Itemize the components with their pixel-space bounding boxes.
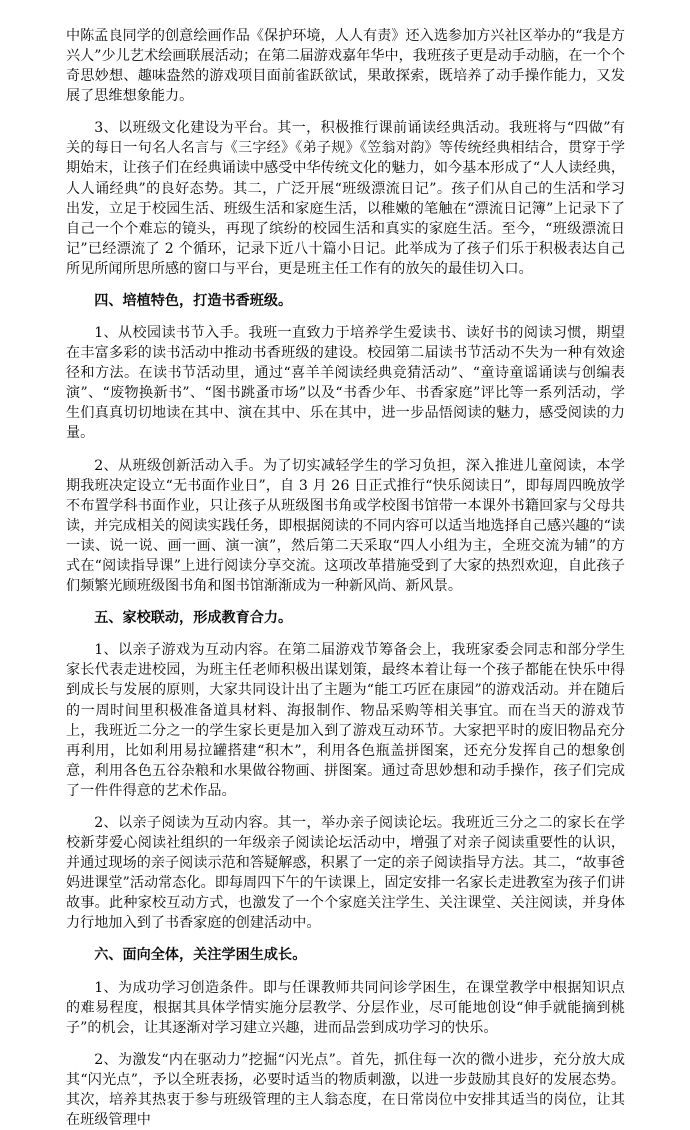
paragraph-item-3: 3、以班级文化建设为平台。其一，积极推行课前诵读经典活动。我班将与“四做”有关的每日一句名人名言与《三字经》《弟子规》《笠翁对韵》等传统经典相结合，贯穿于学期始末，让孩子们在经典诵读中感受中华传统文化的魅力，如今基本形成了“人人读经典，人人诵经典”的良好态势。其二，广泛开展“班级漂流日记”。孩子们从自己的生活和学习出发，立足于校园生活、班级生活和家庭生活，以稚嫩的笔触在“漂流日记簿”上记录下了自己一个个难忘的镜头，再现了缤纷的校园生活和真实的家庭生活。至今，“班级漂流日记”已经漂流了 2 个循环，记录下近八十篇小日记。此举成为了孩子们乐于积极表达自己所见所闻所思所感的窗口与平台，更是班主任工作有的放矢的最佳切入口。 (66, 120, 625, 277)
paragraph-six-item-2: 2、为激发“内在驱动力”挖掘“闪光点”。首先，抓住每一次的微小进步，充分放大成其“闪光点”，予以全班表扬，必要时适当的物质刺激，以进一步鼓励其良好的发展态势。其次，培养其热衷于参与班级管理的主人翁态度，在日常岗位中安排其适当的岗位，让其在班级管理中 (66, 1051, 625, 1129)
paragraph-four-item-2: 2、从班级创新活动入手。为了切实减轻学生的学习负担，深入推进儿童阅读，本学期我班决定设立“无书面作业日”，自 3 月 26 日正式推行“快乐阅读日”，即每周四晚放学不布置学科书面作业，只让孩子从班级图书角或学校图书馆带一本课外书籍回家与父母共读，并完成相关的阅读实践任务，即根据阅读的不同内容可以适当地选择自己感兴趣的“读一读、说一说、画一画、演一演”，然后第二天采取“四人小组为主，全班交流为辅”的方式在“阅读指导课”上进行阅读分享交流。这项改革措施受到了大家的热烈欢迎，自此孩子们频繁光顾班级图书角和图书馆渐渐成为一种新风尚、新风景。 (66, 457, 625, 594)
paragraph-five-item-1: 1、以亲子游戏为互动内容。在第二届游戏节筹备会上，我班家委会同志和部分学生家长代表走进校园，为班主任老师积极出谋划策，最终本着让每一个孩子都能在快乐中得到成长与发展的原则，大家共同设计出了主题为“能工巧匠在康园”的游戏活动。并在随后的一周时间里积极准备道具材料、海报制作、物品采购等相关事宜。而在当天的游戏节上，我班近二分之一的学生家长更是加入到了游戏互动环节。大家把平时的废旧物品充分再利用，比如利用易拉罐搭建“积木”，利用各色瓶盖拼图案，还充分发挥自己的想象创意，利用各色五谷杂粮和水果做谷物画、拼图案。通过奇思妙想和动手操作，孩子们完成了一件件得意的艺术作品。 (66, 642, 625, 799)
paragraph-five-item-2: 2、以亲子阅读为互动内容。其一，举办亲子阅读论坛。我班近三分之二的家长在学校新芽爱心阅读社组织的一年级亲子阅读论坛活动中，增强了对亲子阅读重要性的认识，并通过现场的亲子阅读示范和答疑解惑，积累了一定的亲子阅读指导方法。其二，“故事爸妈进课堂”活动常态化。即每周四下午的午读课上，固定安排一名家长走进教室为孩子们讲故事。此种家校互动方式，也激发了一个个家庭关注学生、关注课堂、关注阅读，并身体力行地加入到了书香家庭的创建活动中。 (66, 814, 625, 932)
document-body (66, 26, 625, 1130)
paragraph-four-item-1: 1、从校园读书节入手。我班一直致力于培养学生爱读书、读好书的阅读习惯，期望在丰富多彩的读书活动中推动书香班级的建设。校园第二届读书节活动不失为一种有效途径和方法。在读书节活动里，通过“喜羊羊阅读经典竞猜活动”、“童诗童谣诵读与创编表演”、“废物换新书”、“图书跳蚤市场”以及“书香少年、书香家庭”评比等一系列活动，学生们真真切切地读在其中、演在其中、乐在其中，进一步品悟阅读的魅力，感受阅读的力量。 (66, 325, 625, 442)
section-heading-five: 五、家校联动，形成教育合力。 (94, 610, 293, 627)
section-heading-six: 六、面向全体，关注学困生成长。 (94, 947, 307, 964)
section-heading-four: 四、培植特色，打造书香班级。 (94, 292, 293, 309)
paragraph-continuation: 中陈孟良同学的创意绘画作品《保护环境，人人有责》还入选参加方兴社区举办的“我是方兴人”少儿艺术绘画联展活动；在第二届游戏嘉年华中，我班孩子更是动手动脑，在一个个奇思妙想、趣味盎然的游戏项目面前雀跃欲试，果敢探索，既培养了动手操作能力，又发展了思维想象能力。 (66, 28, 625, 105)
paragraph-six-item-1: 1、为成功学习创造条件。即与任课教师共同问诊学困生，在课堂教学中根据知识点的难易程度，根据其具体学情实施分层教学、分层作业，尽可能地创设“伸手就能摘到桃子”的机会，让其逐渐对学习建立兴趣，进而品尝到成功学习的快乐。 (66, 979, 625, 1036)
